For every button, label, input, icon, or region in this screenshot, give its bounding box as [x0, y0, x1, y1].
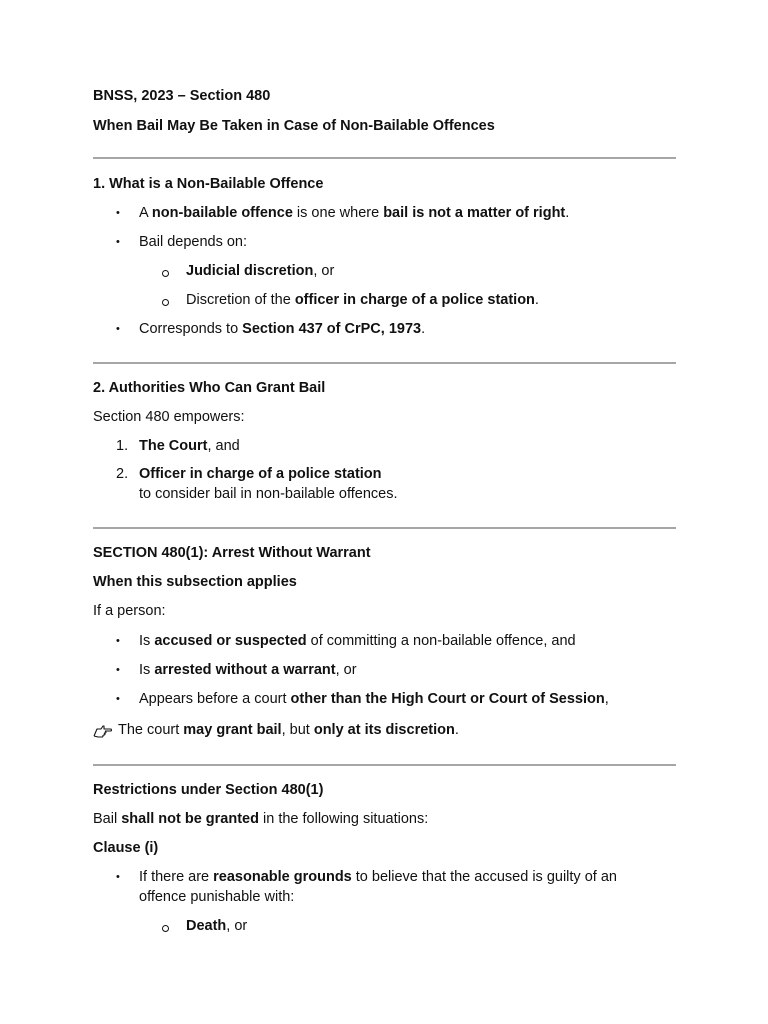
- bullet-icon: •: [116, 693, 120, 705]
- list-item: Is arrested without a warrant, or: [139, 662, 357, 678]
- section-divider: [93, 362, 676, 364]
- sub-list-item: Death, or: [186, 918, 248, 934]
- section-divider: [93, 157, 676, 159]
- numbered-item: The Court, and: [139, 438, 240, 454]
- paragraph: Bail shall not be granted in the following situations:: [93, 811, 429, 827]
- clause-heading: Clause (i): [93, 840, 159, 856]
- list-item: Appears before a court other than the High Court or Court of Session,: [139, 691, 609, 707]
- section-divider: [93, 527, 676, 529]
- numbered-item: Officer in charge of a police station: [139, 466, 382, 482]
- list-number: 1.: [116, 438, 129, 454]
- numbered-item-continuation: to consider bail in non-bailable offences.: [139, 486, 398, 502]
- document-title: BNSS, 2023 – Section 480: [93, 88, 271, 104]
- section-divider: [93, 764, 676, 766]
- list-item: Is accused or suspected of committing a non-bailable offence, and: [139, 633, 576, 649]
- list-item-continuation: offence punishable with:: [139, 889, 295, 905]
- sub-list-item: Discretion of the officer in charge of a police station.: [186, 292, 539, 308]
- list-item: A non-bailable offence is one where bail is not a matter of right.: [139, 205, 570, 221]
- section-heading: SECTION 480(1): Arrest Without Warrant: [93, 545, 371, 561]
- bullet-icon: •: [116, 323, 120, 335]
- list-item: Corresponds to Section 437 of CrPC, 1973.: [139, 321, 426, 337]
- paragraph: Section 480 empowers:: [93, 409, 245, 425]
- sub-heading: When this subsection applies: [93, 574, 297, 590]
- pointing-hand-icon: [93, 723, 113, 739]
- sub-bullet-icon: [162, 270, 169, 277]
- bullet-icon: •: [116, 207, 120, 219]
- bullet-icon: •: [116, 871, 120, 883]
- sub-bullet-icon: [162, 299, 169, 306]
- list-item: Bail depends on:: [139, 234, 248, 250]
- note-line: The court may grant bail, but only at its discretion.: [118, 722, 459, 738]
- paragraph: If a person:: [93, 603, 166, 619]
- section-heading: 1. What is a Non-Bailable Offence: [93, 176, 324, 192]
- sub-bullet-icon: [162, 925, 169, 932]
- sub-list-item: Judicial discretion, or: [186, 263, 335, 279]
- list-number: 2.: [116, 466, 129, 482]
- section-heading: Restrictions under Section 480(1): [93, 782, 324, 798]
- list-item: If there are reasonable grounds to believe that the accused is guilty of an: [139, 869, 617, 885]
- section-heading: 2. Authorities Who Can Grant Bail: [93, 380, 326, 396]
- document-subtitle: When Bail May Be Taken in Case of Non-Bailable Offences: [93, 118, 495, 134]
- bullet-icon: •: [116, 635, 120, 647]
- bullet-icon: •: [116, 664, 120, 676]
- bullet-icon: •: [116, 236, 120, 248]
